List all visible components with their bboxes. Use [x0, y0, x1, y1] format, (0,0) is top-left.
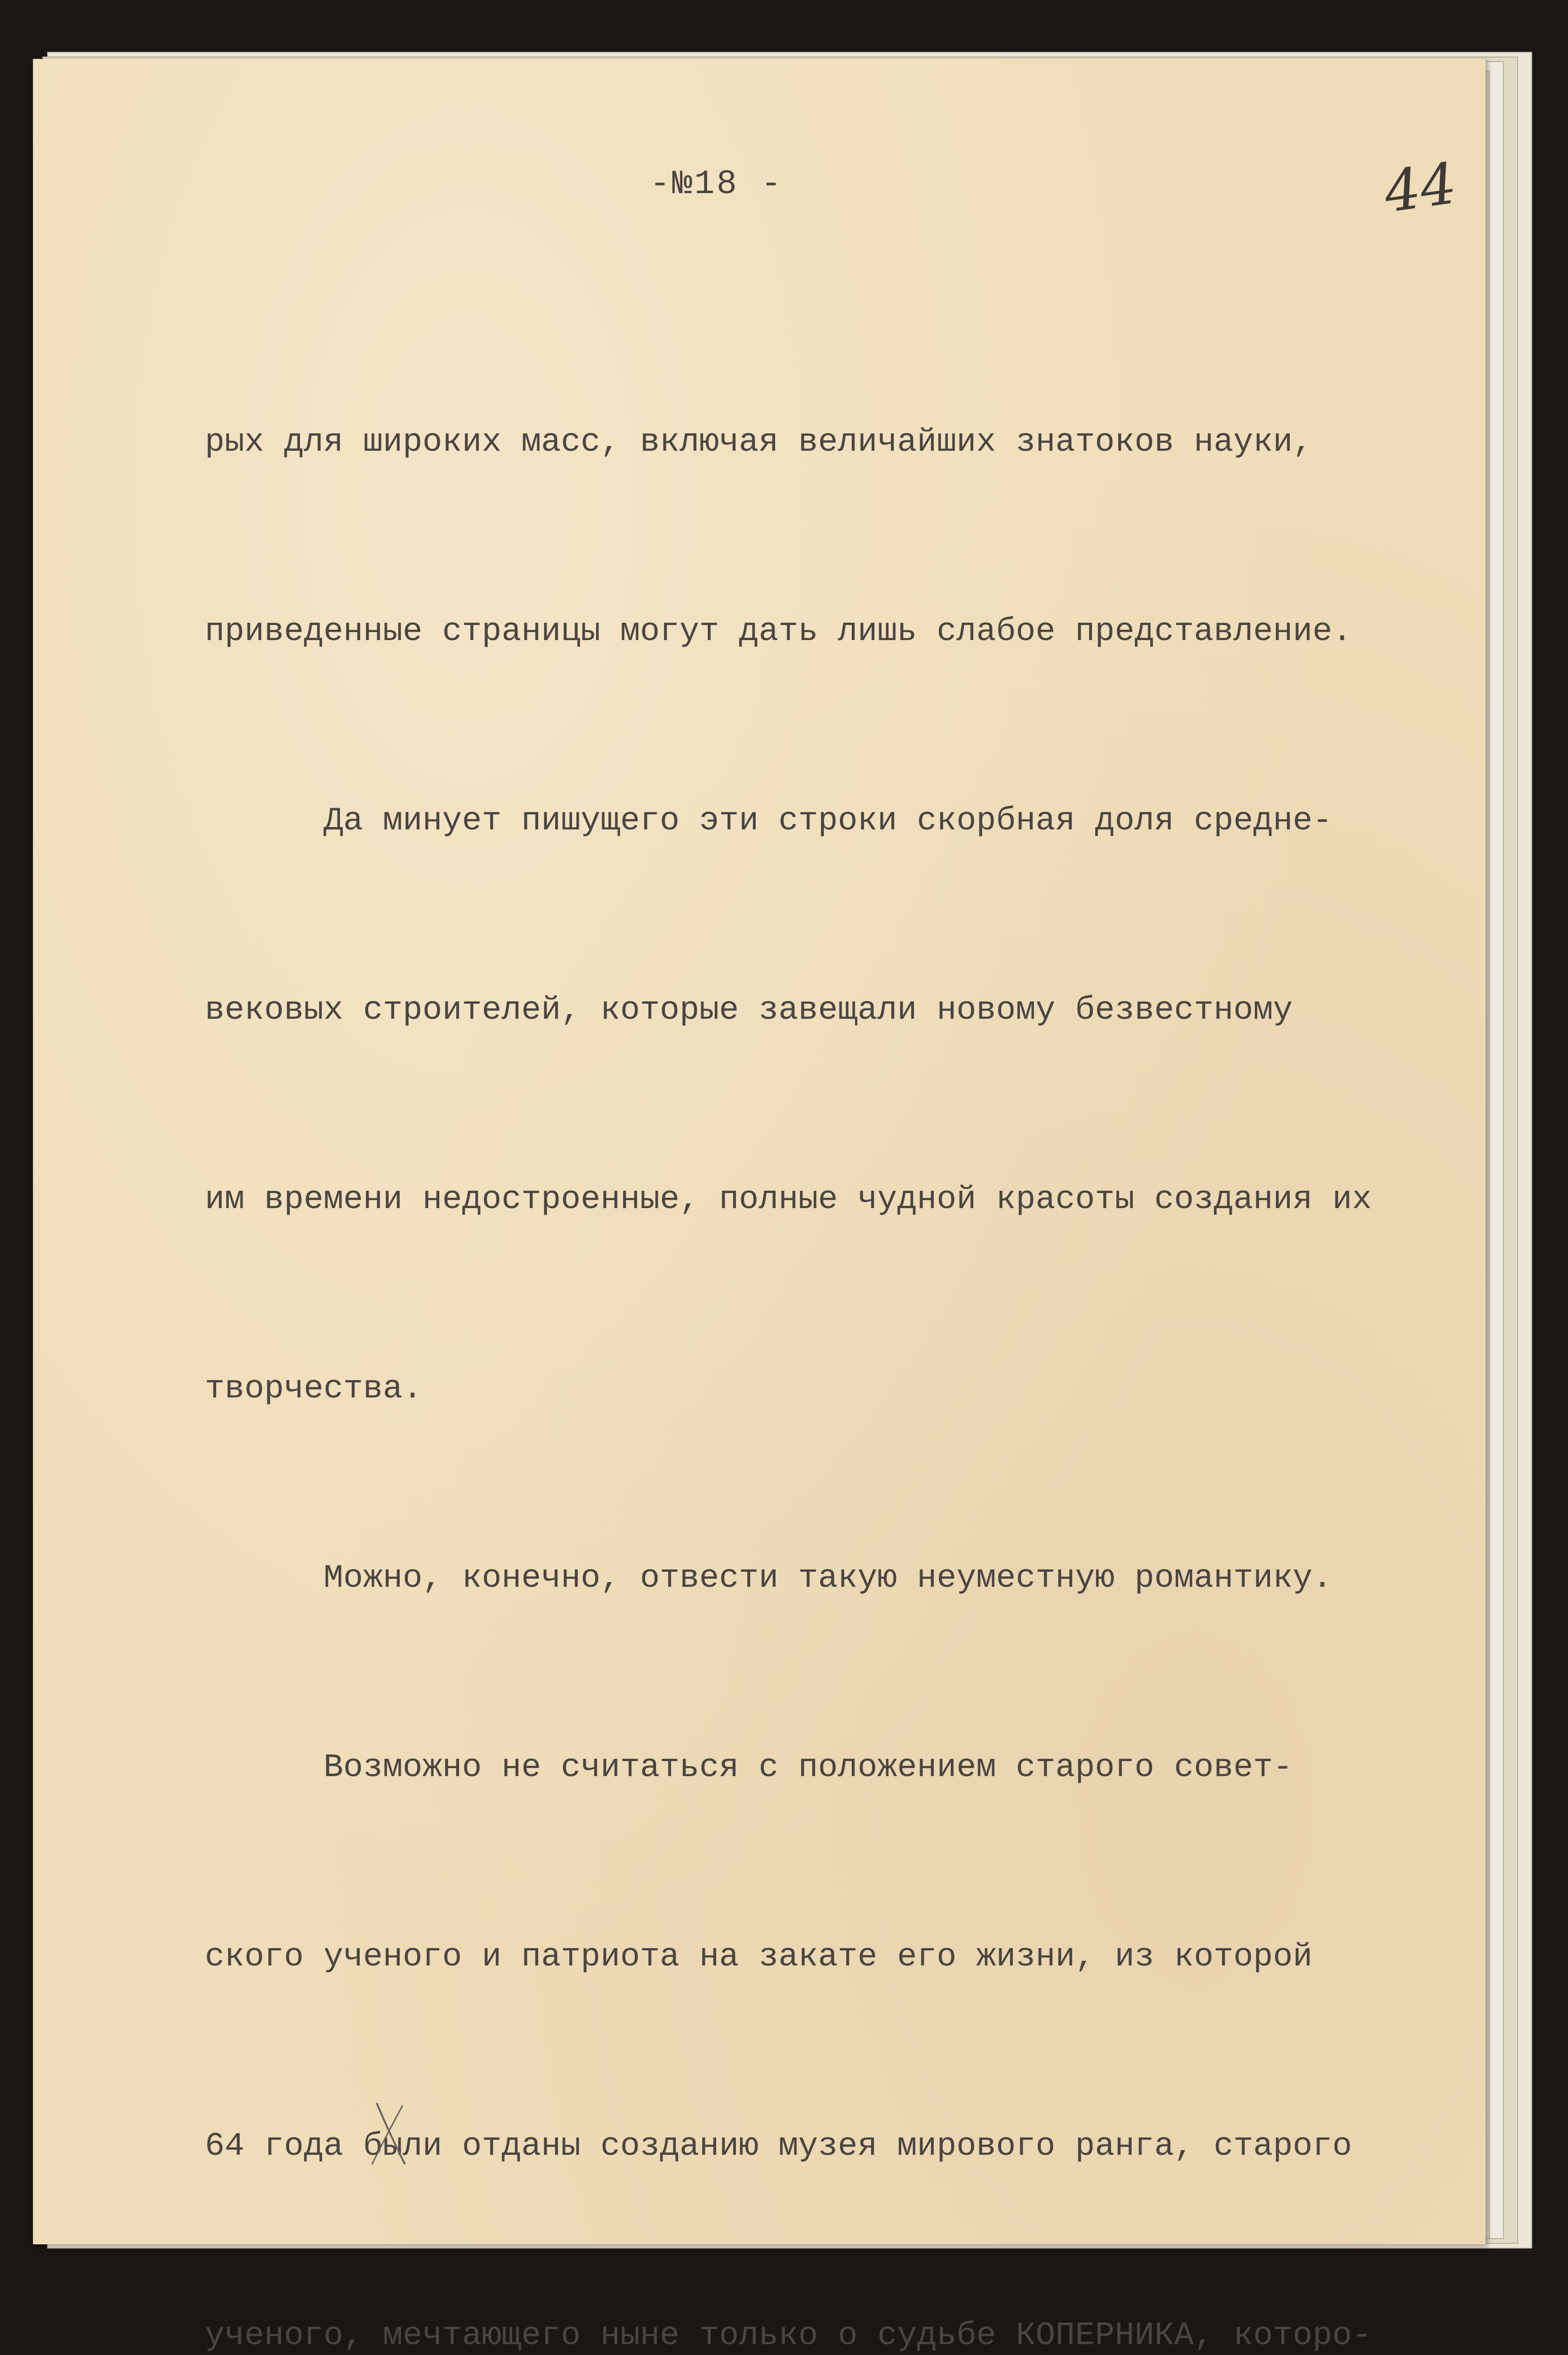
text-line: творчества. [205, 1371, 423, 1408]
text-line: ученого, мечтающего ныне только о судьбе КОПЕРНИКА, которо- [205, 2317, 1372, 2355]
page-number: -№18 - [650, 165, 784, 203]
text-line: вековых строителей, которые завещали новому безвестному [205, 992, 1293, 1029]
text-line: Возможно не считаться с положением старого совет- [205, 1749, 1293, 1787]
text-line: им времени недостроенные, полные чудной красоты создания их [205, 1181, 1372, 1218]
text-line: Можно, конечно, отвести такую неуместную романтику. [205, 1560, 1333, 1597]
typewritten-page [33, 59, 1486, 2355]
text-line: Да минует пишущего эти строки скорбная доля средне- [205, 803, 1333, 840]
handwritten-archive-number: 44 [1380, 151, 1461, 226]
text-line: рых для широких масс, включая величайших знатоков науки, [205, 424, 1313, 461]
text-line: приведенные страницы могут дать лишь слабое представление. [205, 613, 1352, 650]
text-line: 64 года были отданы созданию музея мирового ранга, старого [205, 2128, 1352, 2165]
text-line: ского ученого и патриота на закате его жизни, из которой [205, 1939, 1313, 1976]
pencil-cross-mark [363, 2098, 414, 2169]
body-text [205, 285, 1476, 2355]
